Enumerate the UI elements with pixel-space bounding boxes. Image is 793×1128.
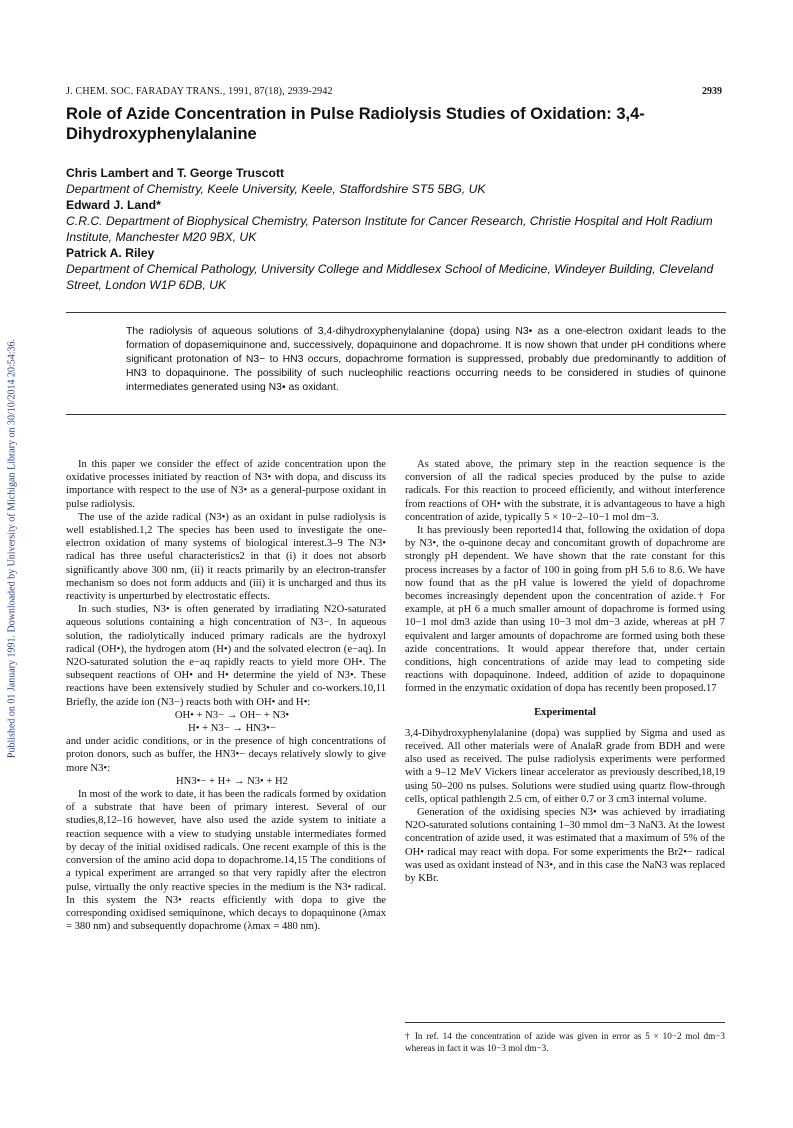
equation: OH• + N3− → OH− + N3•	[174, 709, 290, 721]
author-names: Patrick A. Riley	[66, 246, 155, 260]
body-paragraph: and under acidic conditions, or in the presence of high concentrations of proton donors, such as buffer, the HN3•− decays relatively slowly to give more N3•:	[66, 736, 386, 774]
body-paragraph: 3,4-Dihydroxyphenylalanine (dopa) was supplied by Sigma and used as received. All other materials were of AnalaR grade from BDH and were also used as received. The pulse radiolysis experiments were performed with a 9–12 MeV Vickers linear accelerator as previously described,18,19 using 50–200 ns pulses. Solutions were studied using quartz flow-through cells, optical pathlength 2.5 cm, of either 0.7 or 3 cm3 internal volume.	[405, 727, 725, 805]
author-affiliation: C.R.C. Department of Biophysical Chemistry, Paterson Institute for Cancer Research, Christie Hospital and Holt Radium Institute, Manchester M20 9BX, UK	[66, 214, 713, 244]
author-affiliation: Department of Chemical Pathology, University College and Middlesex School of Medicine, Windeyer Building, Cleveland Street, London W1P 6DB, UK	[66, 262, 714, 292]
page-number: 2939	[702, 86, 722, 97]
footnote: † In ref. 14 the concentration of azide was given in error as 5 × 10−2 mol dm−3 whereas in fact it was 10−3 mol dm−3.	[405, 1031, 725, 1053]
body-paragraph: Generation of the oxidising species N3• was achieved by irradiating N2O-saturated solutions containing 1–30 mmol dm−3 NaN3. At the lowest concentration of azide used, it was estimated that a maximum of 5% of the OH• radical may react with dopa. For some experiments the Br2•− radical was used as oxidant instead of N3•, and in this case the NaN3 was replaced by KBr.	[405, 807, 725, 885]
paper-title: Role of Azide Concentration in Pulse Radiolysis Studies of Oxidation: 3,4-Dihydroxyphenylalanine	[66, 105, 645, 143]
section-heading: Experimental	[534, 706, 596, 718]
download-notice-text: Published on 01 January 1991. Downloaded by University of Michigan Library on 30/10/2014 20:54:36.	[6, 338, 18, 759]
equation: H• + N3− → HN3•−	[188, 723, 276, 735]
left-column	[66, 458, 386, 933]
body-paragraph: As stated above, the primary step in the reaction sequence is the conversion of all the radical species produced by the pulse to azide radicals. For this reaction to proceed efficiently, and without interference from reactions of OH• with the substrate, it is advantageous to have a high concentration of azide, typically 5 × 10−2–10−1 mol dm−3.	[405, 459, 725, 523]
author-affiliation: Department of Chemistry, Keele University, Keele, Staffordshire ST5 5BG, UK	[66, 182, 486, 196]
body-paragraph: The use of the azide radical (N3•) as an oxidant in pulse radiolysis is well established.1,2 The species has been used to investigate the one-electron oxidation of many systems of biological interest.3–9 The N3• radical has three useful characteristics2 in that (i) it does not absorb significantly above 300 nm, (ii) it reacts primarily by an electron-transfer mechanism so does not form adducts and (iii) it is uncharged and thus its reactivity is unperturbed by electrostatic effects.	[66, 511, 386, 603]
footnote-rule	[405, 1022, 725, 1023]
author-names: Chris Lambert and T. George Truscott	[66, 166, 285, 180]
author-names: Edward J. Land*	[66, 198, 161, 212]
journal-citation: J. CHEM. SOC. FARADAY TRANS., 1991, 87(18), 2939-2942	[66, 86, 333, 97]
body-paragraph: It has previously been reported14 that, following the oxidation of dopa by N3•, the o-quinone decay and concomitant growth of dopachrome are strongly pH dependent. We have shown that the rate constant for this process increases by a factor of 100 in going from pH 5.6 to 8.6. We have now found that as the pH value is lowered the yield of dopachrome becomes increasingly dependent upon the concentration of azide.† For example, at pH 6 a much smaller amount of dopachrome is formed using 10−1 mol dm3 azide than using 10−3 mol dm−3 azide, whereas at pH 7 equivalent and larger amounts of dopachrome are formed using both these azide concentrations. It would appear therefore that, under certain conditions, high concentrations of azide may lead to competing side reactions with dopaquinone. Indeed, addition of azide to dopaquinone formed in the enzymatic oxidation of dopa has recently been proposed.17	[405, 525, 725, 695]
body-paragraph: In most of the work to date, it has been the radicals formed by oxidation of a substrate that have been of primary interest. Several of our studies,8,12–16 however, have also used the azide system to initiate a reaction sequence with a view to studying unstable intermediates formed by decay of the initial oxidised radicals. One recent example of this is the conversion of the amino acid dopa to dopachrome.14,15 The conditions of a typical experiment are arranged so that very rapidly after the electron pulse, virtually the only reactive species in the medium is the N3• radical. In this system the N3• reacts efficiently with dopa to give the corresponding oxidised semiquinone, which decays to dopaquinone (λmax = 380 nm) and subsequently dopachrome (λmax = 480 nm).	[66, 789, 386, 933]
body-paragraph: In this paper we consider the effect of azide concentration upon the oxidative processes initiated by reaction of N3• with dopa, and discuss its importance with respect to the use of N3• as a general-purpose oxidant in pulse radiolysis.	[66, 459, 386, 510]
abstract-top-rule	[66, 312, 726, 313]
abstract-bottom-rule	[66, 414, 726, 415]
download-notice-sidebar	[0, 0, 24, 1128]
body-paragraph: In such studies, N3• is often generated by irradiating N2O-saturated aqueous solutions containing a high concentration of N3−. In aqueous solution, the radiolytically induced primary radicals are the hydroxyl radical (OH•), the hydrogen atom (H•) and the solvated electron (e−aq). In N2O-saturated solution the e−aq rapidly reacts to yield more OH•. The subsequent reactions of OH• and H• determine the yield of N3•. These reactions have been extensively studied by Schuler and co-workers.10,11 Briefly, the azide ion (N3−) reacts both with OH• and H•:	[66, 604, 386, 708]
right-column	[405, 458, 725, 885]
author-block	[66, 165, 736, 293]
abstract: The radiolysis of aqueous solutions of 3,4-dihydroxyphenylalanine (dopa) using N3• as a one-electron oxidant leads to the formation of dopasemiquinone and, successively, dopaquinone and dopachrome. It is now shown that under pH conditions where significant protonation of N3− to HN3 occurs, dopachrome formation is suppressed, probably due predominantly to addition of HN3 to dopaquinone. The possibility of such nucleophilic reactions occurring needs to be considered in studies of quinone intermediates generated using N3• as oxidant.	[126, 326, 726, 393]
equation: HN3•− + H+ → N3• + H2	[176, 775, 288, 787]
